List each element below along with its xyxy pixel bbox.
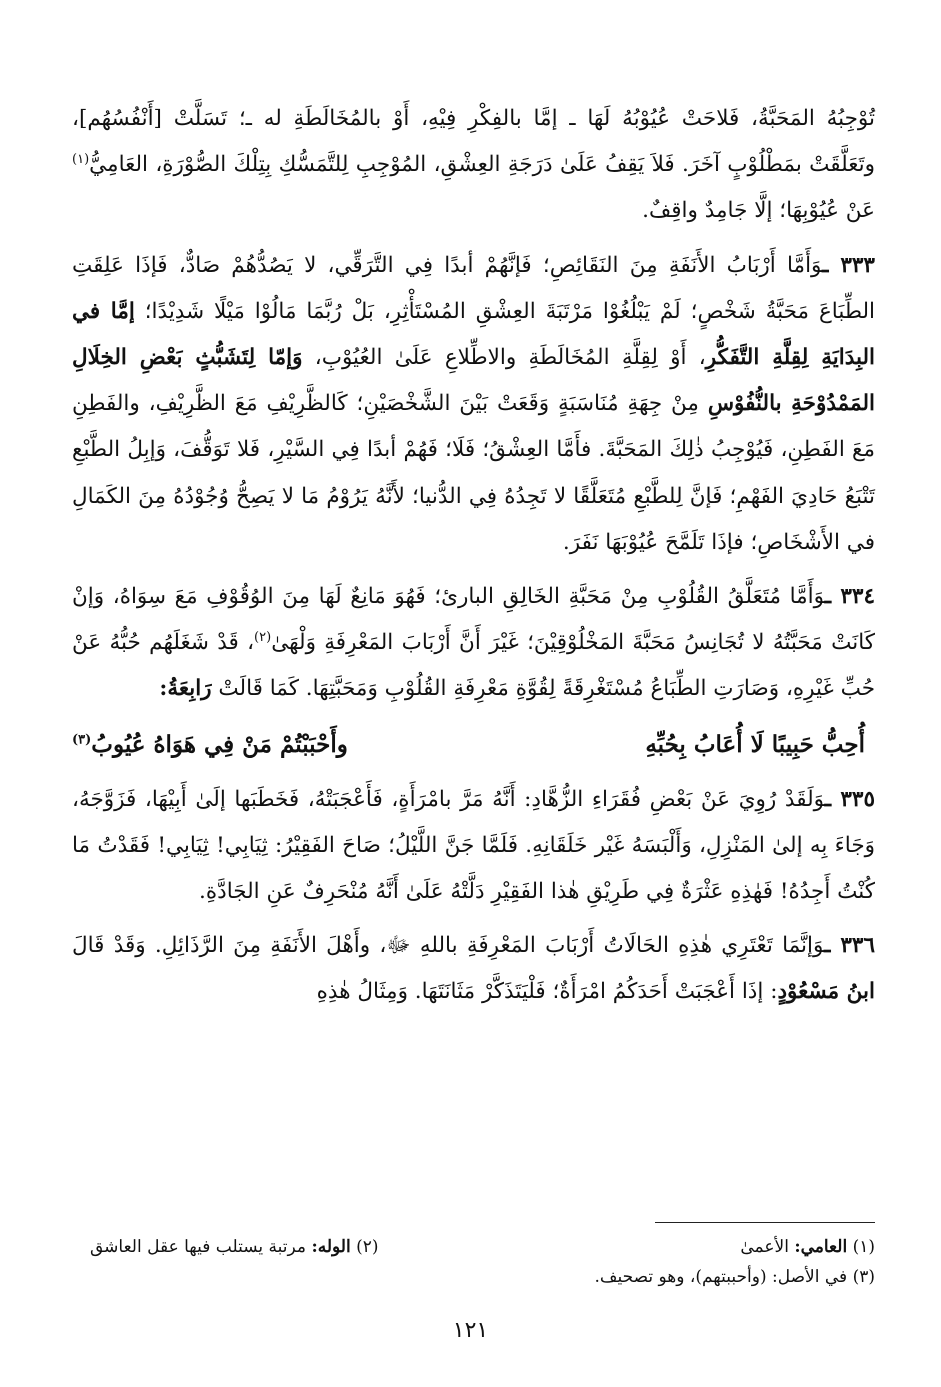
footnote-2 xyxy=(90,1232,379,1262)
footnote-ref-3[interactable]: (٣) xyxy=(72,731,92,747)
paragraph-text: عَنْ عُيُوْبِهَا؛ إلَّا جَامِدٌ واقِفٌ. xyxy=(642,198,875,224)
poem-second-hemistich-wrap xyxy=(72,721,348,769)
poem-verse xyxy=(72,721,875,769)
footnote-1 xyxy=(740,1232,875,1262)
footnote-separator xyxy=(655,1222,875,1223)
footnote-row xyxy=(90,1262,875,1292)
paragraph-continued xyxy=(72,96,875,235)
paragraph-text: وَلَقَدْ رُوِيَ عَنْ بَعْضِ فُقَرَاءِ الزُّهَّادِ: أَنَّهُ مَرَّ بامْرَأَةٍ، فَأَعْجَبَتْهُ، فَخَطَبَها إلَىٰ أَبِيْهَا، فَزَوَّجَهُ، وَجَاءَ بِه إلىٰ المَنْزِلِ، وَأَلْبَسَهُ غَيْر خَلَقَانِهِ. فَلَمَّا جَنَّ اللَّيْلُ؛ صَاحَ الفَقِيْرُ: ثِيَابِي! ثِيَابِي! فَقَدْتُ مَا كُنْتُ أَجِدُهُ! فَهٰذِهِ عَثْرَةٌ فِي طَرِيْقِ هٰذا الفَقِيْرِ دَلَّتْهُ عَلَىٰ أَنَّهُ مُنْحَرِفٌ عَنِ الجَادَّةِ. xyxy=(72,786,875,905)
paragraph-number: ٣٣٦ ـ xyxy=(824,933,875,959)
footnote-term: الوله: xyxy=(311,1237,351,1257)
footnote-text: مرتبة يستلب فيها عقل العاشق xyxy=(90,1237,312,1257)
paragraph-333 xyxy=(72,243,875,566)
paragraph-number: ٣٣٥ ـ xyxy=(824,786,875,812)
paragraph-text: تُوْجِبُهُ المَحَبَّةُ، فَلاحَتْ عُيُوْبُهُ لَهَا ـ إمَّا بالفِكْرِ فِيْهِ، أَوْ بالمُخَالَطَةِ له ـ؛ تَسَلَّتْ [أَنْفُسُهُم]، وتَعَلَّقَتْ بمَطْلُوْبٍ آخَرَ. فَلاَ يَقِفُ عَلَىٰ دَرَجَةِ العِشْقِ، المُوْجِبِ لِلتَّمَسُّكِ بِتِلْكَ الصُّوْرَةِ، العَامِيُّ xyxy=(72,106,875,178)
paragraph-text: وَإنَّمَا تَعْتَرِي هٰذِهِ الحَالَاتُ أَرْبَابَ المَعْرِفَةِ باللهِ ﷻ، وأَهْلَ الأَنَفَةِ مِنَ الرَّذَائِلِ. وَقَدْ قَالَ xyxy=(72,933,825,959)
paragraph-text: مِنْ جِهَةِ مُنَاسَبَةٍ وَقَعَتْ بَيْنَ الشَّخْصَيْنِ؛ كَالظَّرِيْفِ مَعَ الظَّرِيْفِ، والفَطِنِ مَعَ الفَطِنِ، فَيُوْجِبُ ذٰلِكَ المَحَبَّةَ. فأَمَّا العِشْقُ؛ فَلَا؛ فَهُمْ أبدًا فِي السَّيْرِ، فَلا تَوَقُّفَ، وَإبِلُ الطَّبْعِ تَتْبَعُ حَادِيَ الفَهْمِ؛ فَإنَّ لِلطَّبْعِ مُتَعَلَّقًا لا تَجِدُهُ فِي الدُّنيا؛ لأَنَّهُ يَرُوْمُ مَا لا يَصِحُّ وُجُوْدُهُ مِنَ الكَمَالِ في الأَشْخَاصِ؛ فإذَا تَلَمَّحَ عُيُوْبَهَا نَفَرَ. xyxy=(72,391,875,555)
paragraph-text: وَأَمَّا مُتَعَلَّقُ القُلُوْبِ مِنْ مَحَبَّةِ الخَالِقِ البارئ؛ فَهُوَ مَانِعٌ لَهَا مِنَ الوُقُوْفِ مَعَ سِوَاهُ، وَإنْ كَانَتْ مَحَبَّتُهُ لا تُجَانِسُ مَحَبَّةَ المَخْلُوْقِيْنَ؛ غَيْرَ أَنَّ أَرْبَابَ المَعْرِفَةِ وَلْهَىٰ xyxy=(72,584,875,656)
footnote-ref-1[interactable]: (١) xyxy=(72,152,90,168)
footnote-number: (١) xyxy=(852,1237,875,1257)
footnote-number: (٣) xyxy=(852,1267,875,1287)
page-number: ١٢١ xyxy=(452,1318,489,1343)
footnote-text: في الأصل: (وأحببتهم)، وهو تصحيف. xyxy=(594,1267,848,1287)
paragraph-text: ، أَوْ لِقِلَّةِ المُخَالَطَةِ والاطِّلاعِ عَلَىٰ العُيُوْبِ، xyxy=(302,345,706,371)
footnote-3 xyxy=(595,1262,875,1292)
person-name: ابنُ مَسْعُوْدٍ xyxy=(777,979,875,1005)
paragraph-text: ، قَدْ شَغَلَهُم حُبُّهُ عَنْ حُبِّ غَيْرِهِ، وَصَارَتِ الطِّبَاعُ مُسْتَغْرِقَةً لِقُوَّةِ مَعْرِفَةِ القُلُوْبِ وَمَحَبَّتِهَا. كَمَا قَالَتْ xyxy=(72,630,875,702)
person-name: رَابِعَةُ xyxy=(167,676,212,702)
footnote-term: العامي: xyxy=(794,1237,848,1257)
footnote-number: (٢) xyxy=(356,1237,379,1257)
paragraph-334 xyxy=(72,574,875,713)
bold-phrase: وَإمّا لِتَشَبُّثٍ بَعْضِ الخِلَالِ المَمْدُوْحَةِ بالنُّفُوْسِ xyxy=(72,345,876,417)
main-text xyxy=(72,96,875,1016)
paragraph-335 xyxy=(72,777,875,916)
paragraph-text: وَأَمَّا أَرْبَابُ الأَنَفَةِ مِنَ النَقَائِصِ؛ فَإنَّهُمْ أبدًا فِي التَّرَقِّي، لا يَصُدُّهُمْ صَادٌّ، فَإذَا عَلِقَتِ الطِّبَاعَ مَحَبَّةُ شَخْصٍ؛ لَمْ يَبْلُغُوْا مَرْتَبَةَ العِشْقِ المُسْتَأْثِرِ، بَلْ رُبَّمَا مَالُوْا مَيْلًا شَدِيْدًا؛ xyxy=(72,252,875,324)
paragraph-number: ٣٣٤ ـ xyxy=(824,584,875,610)
paragraph-336 xyxy=(72,923,875,1015)
paragraph-text: : إذَا أَعْجَبَتْ أَحَدَكُمُ امْرَأَةٌ؛ فَلْيَتَذَكَّرْ مَثَانَتَهَا. وَمِثَالُ هٰذِهِ xyxy=(316,979,778,1005)
poem-second-hemistich: وأَحْبَبْتُمْ مَنْ فِي هَوَاهُ عُيُوبُ xyxy=(91,730,348,758)
colon: : xyxy=(159,676,168,702)
footnote-row xyxy=(90,1232,875,1262)
paragraph-number: ٣٣٣ ـ xyxy=(822,252,875,278)
footnote-text: الأعمىٰ xyxy=(740,1237,795,1257)
bold-phrase: إمَّا في البِدَايَةِ لِقِلَّةِ التَّفَكُّرِ xyxy=(72,298,875,371)
footnotes xyxy=(90,1232,875,1292)
footnote-ref-2[interactable]: (٢) xyxy=(254,630,272,646)
poem-first-hemistich: أُحِبُّ حَبِيبًا لَا أُعَابُ بِحُبِّهِ xyxy=(645,730,865,758)
